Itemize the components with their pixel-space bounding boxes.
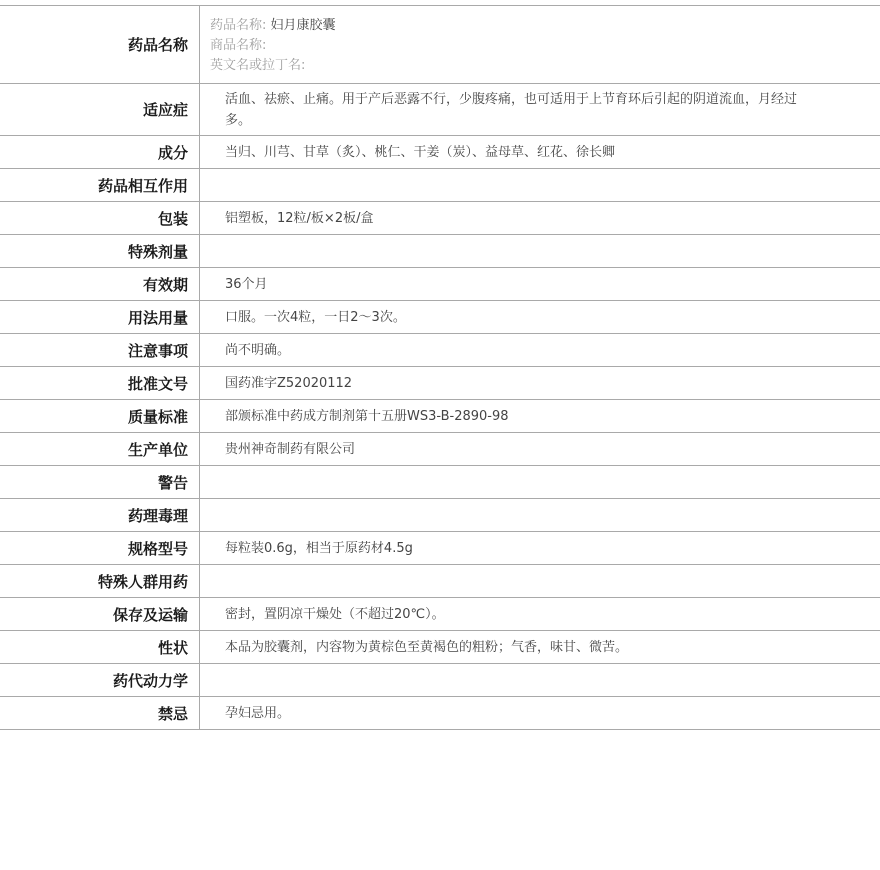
row-drug-name	[0, 6, 880, 84]
row-value	[200, 367, 880, 399]
row-warning	[0, 466, 880, 499]
row-label: 规格型号	[0, 532, 200, 564]
row-label: 包装	[0, 202, 200, 234]
row-quality-standard	[0, 400, 880, 433]
row-label: 注意事项	[0, 334, 200, 366]
row-value	[200, 6, 880, 83]
row-pharmacokinetics	[0, 664, 880, 697]
row-value-text: 当归、川芎、甘草（炙）、桃仁、干姜（炭）、益母草、红花、徐长卿	[225, 144, 616, 160]
row-label: 警告	[0, 466, 200, 498]
row-value	[200, 169, 880, 201]
row-label: 性状	[0, 631, 200, 663]
row-pharmacology	[0, 499, 880, 532]
trade-name-key: 商品名称:	[210, 38, 267, 53]
row-packaging	[0, 202, 880, 235]
latin-name-line	[210, 56, 305, 76]
row-label: 药代动力学	[0, 664, 200, 696]
row-value-text: 尚不明确。	[225, 342, 291, 358]
row-value	[200, 400, 880, 432]
row-label: 药品相互作用	[0, 169, 200, 201]
row-label: 适应症	[0, 84, 200, 135]
row-specification	[0, 532, 880, 565]
row-value	[200, 433, 880, 465]
row-description	[0, 631, 880, 664]
drug-name-key: 药品名称:	[210, 18, 267, 33]
row-shelf-life	[0, 268, 880, 301]
row-special-dosage	[0, 235, 880, 268]
row-value-text: 铝塑板，12粒/板×2板/盒	[225, 210, 374, 226]
row-ingredients	[0, 136, 880, 169]
row-value-text: 活血、祛瘀、止痛。用于产后恶露不行，少腹疼痛，也可适用于上节育环后引起的阴道流血，月经过多。	[225, 92, 798, 128]
row-manufacturer	[0, 433, 880, 466]
row-precautions	[0, 334, 880, 367]
row-interactions	[0, 169, 880, 202]
row-value-text: 孕妇忌用。	[225, 705, 291, 721]
row-value-text: 36个月	[225, 276, 268, 292]
drug-info-table	[0, 5, 880, 730]
row-value	[200, 301, 880, 333]
row-label: 生产单位	[0, 433, 200, 465]
row-value-text: 口服。一次4粒，一日2～3次。	[225, 309, 406, 325]
drug-name-line	[210, 16, 336, 36]
row-value	[200, 697, 880, 729]
row-label: 药理毒理	[0, 499, 200, 531]
row-label: 保存及运输	[0, 598, 200, 630]
row-special-populations	[0, 565, 880, 598]
row-value	[200, 664, 880, 696]
row-value	[200, 532, 880, 564]
row-value	[200, 268, 880, 300]
row-usage	[0, 301, 880, 334]
drug-name-value: 妇月康胶囊	[270, 18, 336, 33]
row-value	[200, 136, 880, 168]
row-value-text: 国药准字Z52020112	[225, 375, 353, 391]
row-value	[200, 466, 880, 498]
trade-name-line	[210, 36, 266, 56]
row-label: 批准文号	[0, 367, 200, 399]
latin-name-key: 英文名或拉丁名:	[210, 58, 306, 73]
row-indications	[0, 84, 880, 136]
row-label: 成分	[0, 136, 200, 168]
row-value	[200, 334, 880, 366]
row-value-text: 本品为胶囊剂，内容物为黄棕色至黄褐色的粗粉；气香，味甘、微苦。	[225, 639, 629, 655]
row-label: 质量标准	[0, 400, 200, 432]
row-label: 有效期	[0, 268, 200, 300]
row-value-text: 贵州神奇制药有限公司	[225, 441, 356, 457]
row-value	[200, 598, 880, 630]
row-label: 禁忌	[0, 697, 200, 729]
row-value	[200, 202, 880, 234]
row-label: 用法用量	[0, 301, 200, 333]
row-value	[200, 84, 880, 135]
row-value	[200, 499, 880, 531]
row-value	[200, 235, 880, 267]
row-value	[200, 565, 880, 597]
row-approval-number	[0, 367, 880, 400]
row-value-text: 密封，置阴凉干燥处（不超过20℃）。	[225, 606, 445, 622]
row-label: 药品名称	[0, 6, 200, 83]
row-label: 特殊人群用药	[0, 565, 200, 597]
row-storage	[0, 598, 880, 631]
row-value-text: 每粒装0.6g，相当于原药材4.5g	[225, 540, 413, 556]
row-value	[200, 631, 880, 663]
row-value-text: 部颁标准中药成方制剂第十五册WS3-B-2890-98	[225, 408, 509, 424]
row-label: 特殊剂量	[0, 235, 200, 267]
row-contraindications	[0, 697, 880, 730]
